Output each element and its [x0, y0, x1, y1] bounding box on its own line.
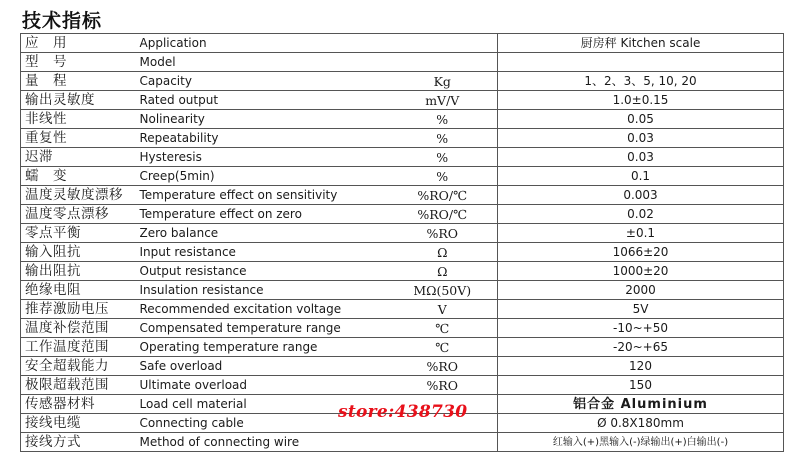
- param-cn: 温度零点漂移: [21, 205, 138, 224]
- param-unit: MΩ(50V): [388, 281, 498, 300]
- param-cn: 温度灵敏度漂移: [21, 186, 138, 205]
- param-cn: 量 程: [21, 72, 138, 91]
- param-unit: %: [388, 110, 498, 129]
- param-unit: Ω: [388, 262, 498, 281]
- param-en: Recommended excitation voltage: [138, 300, 388, 319]
- table-row: [21, 433, 784, 452]
- store-watermark: store:438730: [338, 402, 468, 422]
- table-row: [21, 338, 784, 357]
- param-cn: 蠕 变: [21, 167, 138, 186]
- param-value: 厨房秤 Kitchen scale: [498, 34, 784, 53]
- param-value: 1、2、3、5, 10, 20: [498, 72, 784, 91]
- spec-table: [20, 33, 784, 452]
- param-unit: %RO/℃: [388, 205, 498, 224]
- param-unit: Kg: [388, 72, 498, 91]
- table-row: [21, 205, 784, 224]
- param-en: Method of connecting wire: [138, 433, 388, 452]
- param-en: Load cell material: [138, 395, 388, 414]
- param-unit: mV/V: [388, 91, 498, 110]
- param-cn: 输出阻抗: [21, 262, 138, 281]
- param-unit: ℃: [388, 338, 498, 357]
- param-cn: 传感器材料: [21, 395, 138, 414]
- param-value: 5V: [498, 300, 784, 319]
- param-unit: %: [388, 148, 498, 167]
- param-value: 1.0±0.15: [498, 91, 784, 110]
- param-value: 0.03: [498, 129, 784, 148]
- table-row: [21, 186, 784, 205]
- table-row: [21, 129, 784, 148]
- param-en: Safe overload: [138, 357, 388, 376]
- param-value: ±0.1: [498, 224, 784, 243]
- param-unit: %RO: [388, 357, 498, 376]
- table-row: [21, 319, 784, 338]
- param-en: Nolinearity: [138, 110, 388, 129]
- param-cn: 迟滞: [21, 148, 138, 167]
- table-row: [21, 357, 784, 376]
- param-en: Model: [138, 53, 388, 72]
- param-cn: 绝缘电阻: [21, 281, 138, 300]
- table-row: [21, 91, 784, 110]
- param-en: Input resistance: [138, 243, 388, 262]
- param-value: 150: [498, 376, 784, 395]
- param-cn: 重复性: [21, 129, 138, 148]
- param-en: Creep(5min): [138, 167, 388, 186]
- param-cn: 输入阻抗: [21, 243, 138, 262]
- table-row: [21, 167, 784, 186]
- param-cn: 输出灵敏度: [21, 91, 138, 110]
- param-value: 1000±20: [498, 262, 784, 281]
- param-value: 0.03: [498, 148, 784, 167]
- table-row: [21, 376, 784, 395]
- param-cn: 零点平衡: [21, 224, 138, 243]
- param-unit: ℃: [388, 319, 498, 338]
- param-cn: 安全超载能力: [21, 357, 138, 376]
- table-row: [21, 224, 784, 243]
- param-value: -20~+65: [498, 338, 784, 357]
- material-value: 铝合金 Aluminium: [573, 396, 708, 412]
- param-en: Insulation resistance: [138, 281, 388, 300]
- param-unit: V: [388, 300, 498, 319]
- param-en: Hysteresis: [138, 148, 388, 167]
- param-unit: %RO: [388, 376, 498, 395]
- param-cn: 型 号: [21, 53, 138, 72]
- param-cn: 接线电缆: [21, 414, 138, 433]
- param-value: 0.003: [498, 186, 784, 205]
- param-cn: 工作温度范围: [21, 338, 138, 357]
- param-cn: 极限超载范围: [21, 376, 138, 395]
- param-en: Application: [138, 34, 388, 53]
- param-en: Temperature effect on sensitivity: [138, 186, 388, 205]
- param-unit: %RO: [388, 224, 498, 243]
- table-row: [21, 300, 784, 319]
- table-row: [21, 243, 784, 262]
- param-en: Compensated temperature range: [138, 319, 388, 338]
- table-row: [21, 53, 784, 72]
- param-cn: 接线方式: [21, 433, 138, 452]
- param-value: 0.1: [498, 167, 784, 186]
- param-value: [498, 395, 784, 414]
- param-value: 0.02: [498, 205, 784, 224]
- table-row: [21, 262, 784, 281]
- page-title: 技术指标: [22, 10, 103, 32]
- param-value: [498, 53, 784, 72]
- table-row: [21, 281, 784, 300]
- table-row: [21, 110, 784, 129]
- table-row: [21, 34, 784, 53]
- param-en: Output resistance: [138, 262, 388, 281]
- param-unit: %: [388, 167, 498, 186]
- param-en: Operating temperature range: [138, 338, 388, 357]
- param-cn: 非线性: [21, 110, 138, 129]
- param-en: Connecting cable: [138, 414, 388, 433]
- param-en: Temperature effect on zero: [138, 205, 388, 224]
- param-en: Repeatability: [138, 129, 388, 148]
- param-en: Zero balance: [138, 224, 388, 243]
- table-row: [21, 148, 784, 167]
- param-value: Ø 0.8X180mm: [498, 414, 784, 433]
- param-value: 2000: [498, 281, 784, 300]
- param-value: 120: [498, 357, 784, 376]
- param-unit: %: [388, 129, 498, 148]
- param-en: Capacity: [138, 72, 388, 91]
- param-cn: 应 用: [21, 34, 138, 53]
- param-value: [498, 433, 784, 452]
- param-unit: [388, 433, 498, 452]
- wiring-value: 红输入(+)黑输入(-)绿输出(+)白输出(-): [552, 437, 729, 448]
- param-unit: [388, 34, 498, 53]
- param-cn: 温度补偿范围: [21, 319, 138, 338]
- param-unit: [388, 53, 498, 72]
- param-cn: 推荐激励电压: [21, 300, 138, 319]
- param-en: Rated output: [138, 91, 388, 110]
- table-row: [21, 72, 784, 91]
- param-unit: %RO/℃: [388, 186, 498, 205]
- param-value: -10~+50: [498, 319, 784, 338]
- param-en: Ultimate overload: [138, 376, 388, 395]
- param-unit: Ω: [388, 243, 498, 262]
- param-value: 0.05: [498, 110, 784, 129]
- param-value: 1066±20: [498, 243, 784, 262]
